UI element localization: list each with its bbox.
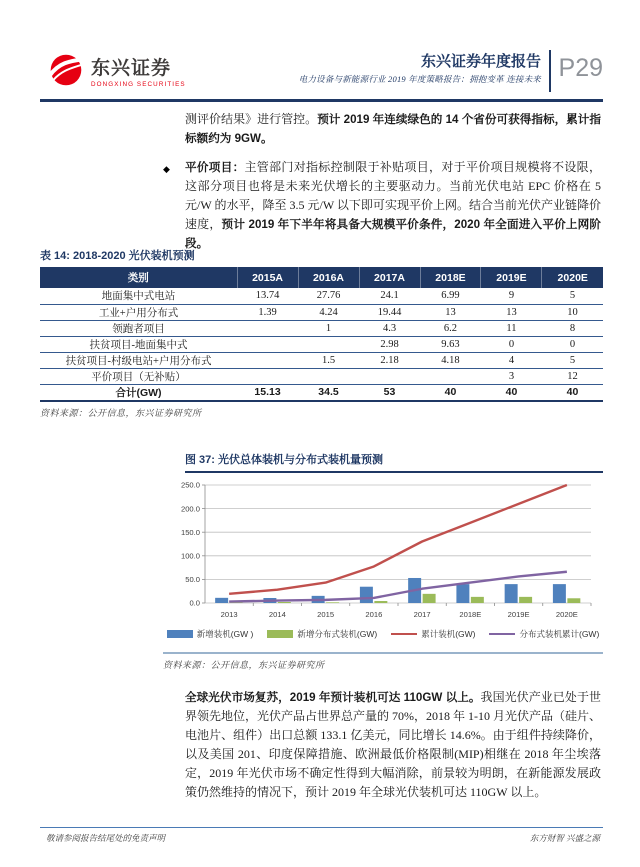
chart-legend — [163, 628, 603, 640]
paragraph-global-market — [185, 688, 601, 802]
page-number-divider — [549, 50, 551, 92]
bullet-lead-bold: 平价项目： — [185, 161, 245, 174]
row-value — [237, 336, 298, 352]
table-row — [40, 336, 603, 352]
svg-text:2020E: 2020E — [555, 610, 578, 619]
figure-37-block — [163, 451, 603, 671]
svg-text:2014: 2014 — [268, 610, 286, 619]
table-title: 表 14: 2018-2020 光伏装机预测 — [40, 250, 195, 262]
footer-disclaimer: 敬请参阅报告结尾处的免责声明 — [46, 833, 166, 843]
table-row — [40, 352, 603, 368]
svg-text:200.0: 200.0 — [180, 504, 200, 514]
table-source: 资料来源：公开信息，东兴证券研究所 — [40, 407, 202, 418]
pv-install-chart — [169, 479, 603, 626]
table-col-header: 2019E — [481, 267, 542, 288]
svg-text:2015: 2015 — [317, 610, 335, 619]
row-value — [298, 368, 359, 384]
row-value: 1.5 — [298, 352, 359, 368]
table-col-header: 2015A — [237, 267, 298, 288]
svg-text:2016: 2016 — [365, 610, 383, 619]
row-value — [237, 320, 298, 336]
row-value: 40 — [481, 384, 542, 401]
row-value: 5 — [542, 288, 603, 304]
bullet-text — [185, 158, 601, 253]
row-value — [298, 336, 359, 352]
paragraph-quota-control — [185, 110, 601, 148]
figure-bottom-rule — [163, 652, 603, 654]
row-value: 0 — [481, 336, 542, 352]
row-label: 地面集中式电站 — [40, 288, 237, 304]
table-row — [40, 288, 603, 304]
brand-name-cn: 东兴证券 — [91, 57, 172, 79]
closing-body: 我国光伏产业已处于世界领先地位，光伏产品占世界总产量的 70%，2018 年 1-10 月光伏产品（硅片、电池片、组件）出口总额 133.1 亿美元，同比增长 14.6%。由于组件持续降价，以及美国 201、印度保障措施、欧洲最低价格限制(MIP)相继在 2018 年尘埃落定，2019 年光伏市场不确定性得到大幅消除，前景较为明朗，在新能源发展政策仍然维持的情况下，预计 2019 年全球光伏装机可达 110GW 以上。 — [185, 690, 601, 799]
row-value — [237, 352, 298, 368]
table-col-header: 2016A — [298, 267, 359, 288]
table-row — [40, 368, 603, 384]
row-label: 扶贫项目-地面集中式 — [40, 336, 237, 352]
row-value: 6.2 — [420, 320, 481, 336]
row-value: 5 — [542, 352, 603, 368]
legend-bar-swatch-icon — [267, 630, 293, 638]
table-row — [40, 304, 603, 320]
logo-text — [91, 53, 186, 88]
row-label: 平价项目（无补贴） — [40, 368, 237, 384]
para1-normal-run: 测评价结果》进行管控。 — [185, 112, 318, 126]
legend-item — [267, 628, 377, 640]
company-logo — [48, 52, 186, 88]
row-value: 8 — [542, 320, 603, 336]
legend-item — [167, 628, 254, 640]
row-value: 19.44 — [359, 304, 420, 320]
table-header — [40, 267, 603, 288]
row-value — [359, 368, 420, 384]
table-col-header: 2020E — [542, 267, 603, 288]
svg-text:50.0: 50.0 — [185, 575, 200, 585]
header-rule — [40, 99, 603, 102]
row-value — [237, 368, 298, 384]
bullet-body: 主管部门对指标控制限于补贴项目，对于平价项目规模将不设限，这部分项目也将是未来光伏增长的主要驱动力。当前光伏电站 EPC 价格在 5 元/W 的水平，降至 3.5 元/W 以下即可实现平价上网。结合当前光伏产业链降价速度， — [185, 160, 601, 231]
row-value: 40 — [420, 384, 481, 401]
closing-lead-bold: 全球光伏市场复苏，2019 年预计装机可达 110GW 以上。 — [185, 691, 481, 704]
table-row — [40, 384, 603, 401]
legend-line-swatch-icon — [489, 633, 515, 636]
legend-line-swatch-icon — [391, 633, 417, 636]
report-type-title: 东兴证券年度报告 — [420, 53, 541, 70]
table-col-header: 2017A — [359, 267, 420, 288]
svg-text:0.0: 0.0 — [189, 598, 200, 608]
row-value: 3 — [481, 368, 542, 384]
page-header — [40, 48, 603, 96]
report-subtitle: 电力设备与新能源行业 2019 年度策略报告：拥抱变革 连接未来 — [298, 74, 541, 84]
svg-text:2013: 2013 — [220, 610, 238, 619]
page-number: P29 — [558, 54, 603, 82]
legend-item — [391, 628, 475, 640]
legend-label: 分布式装机累计(GW) — [519, 629, 600, 639]
row-value: 27.76 — [298, 288, 359, 304]
row-value: 4.3 — [359, 320, 420, 336]
row-value — [420, 368, 481, 384]
row-label: 合计(GW) — [40, 384, 237, 401]
row-value: 11 — [481, 320, 542, 336]
row-value: 0 — [542, 336, 603, 352]
pv-forecast-table — [40, 267, 603, 402]
row-value: 4.24 — [298, 304, 359, 320]
row-value: 9.63 — [420, 336, 481, 352]
row-value: 2.98 — [359, 336, 420, 352]
row-value: 4 — [481, 352, 542, 368]
legend-bar-swatch-icon — [167, 630, 193, 638]
row-value: 1 — [298, 320, 359, 336]
bullet-diamond-icon: ◆ — [163, 164, 170, 174]
row-value: 1.39 — [237, 304, 298, 320]
row-value: 15.13 — [237, 384, 298, 401]
row-value: 12 — [542, 368, 603, 384]
footer-rule — [40, 827, 603, 828]
table-col-header: 2018E — [420, 267, 481, 288]
row-value: 40 — [542, 384, 603, 401]
footer-slogan: 东方财智 兴盛之源 — [529, 833, 600, 843]
svg-text:150.0: 150.0 — [180, 527, 200, 537]
dongxing-logo-icon — [48, 52, 84, 88]
row-value: 10 — [542, 304, 603, 320]
para1-bold-run: 预计 2019 年连续绿色的 14 个省份可获得指标，累计指标额约为 9GW。 — [185, 113, 601, 145]
svg-text:2018E: 2018E — [459, 610, 482, 619]
table-14-block — [40, 247, 603, 419]
svg-text:2017: 2017 — [413, 610, 431, 619]
table-row — [40, 320, 603, 336]
row-value: 9 — [481, 288, 542, 304]
row-value: 2.18 — [359, 352, 420, 368]
row-value: 4.18 — [420, 352, 481, 368]
table-col-header: 类别 — [40, 267, 237, 288]
table-body — [40, 288, 603, 401]
legend-label: 累计装机(GW) — [421, 629, 476, 639]
row-label: 工业+户用分布式 — [40, 304, 237, 320]
row-value: 53 — [359, 384, 420, 401]
row-value: 34.5 — [298, 384, 359, 401]
row-label: 领跑者项目 — [40, 320, 237, 336]
legend-item — [489, 628, 599, 640]
figure-title-rule — [185, 471, 603, 473]
row-label: 扶贫项目-村级电站+户用分布式 — [40, 352, 237, 368]
svg-text:100.0: 100.0 — [180, 551, 200, 561]
bullet-tail-bold: 预计 2019 年下半年将具备大规模平价条件，2020 年全面进入平价上网阶段。 — [185, 218, 601, 250]
row-value: 13 — [420, 304, 481, 320]
row-value: 24.1 — [359, 288, 420, 304]
row-value: 13.74 — [237, 288, 298, 304]
figure-source: 资料来源：公开信息，东兴证券研究所 — [163, 660, 325, 670]
header-titles — [299, 50, 541, 85]
row-value: 6.99 — [420, 288, 481, 304]
brand-name-en: DONGXING SECURITIES — [91, 80, 186, 88]
bullet-parity-projects — [163, 158, 601, 253]
row-value: 13 — [481, 304, 542, 320]
page-footer — [46, 832, 600, 844]
legend-label: 新增分布式装机(GW) — [297, 629, 378, 639]
legend-label: 新增装机(GW ) — [196, 629, 254, 639]
figure-title: 图 37: 光伏总体装机与分布式装机量预测 — [185, 454, 384, 466]
svg-text:250.0: 250.0 — [180, 480, 200, 490]
svg-text:2019E: 2019E — [507, 610, 530, 619]
